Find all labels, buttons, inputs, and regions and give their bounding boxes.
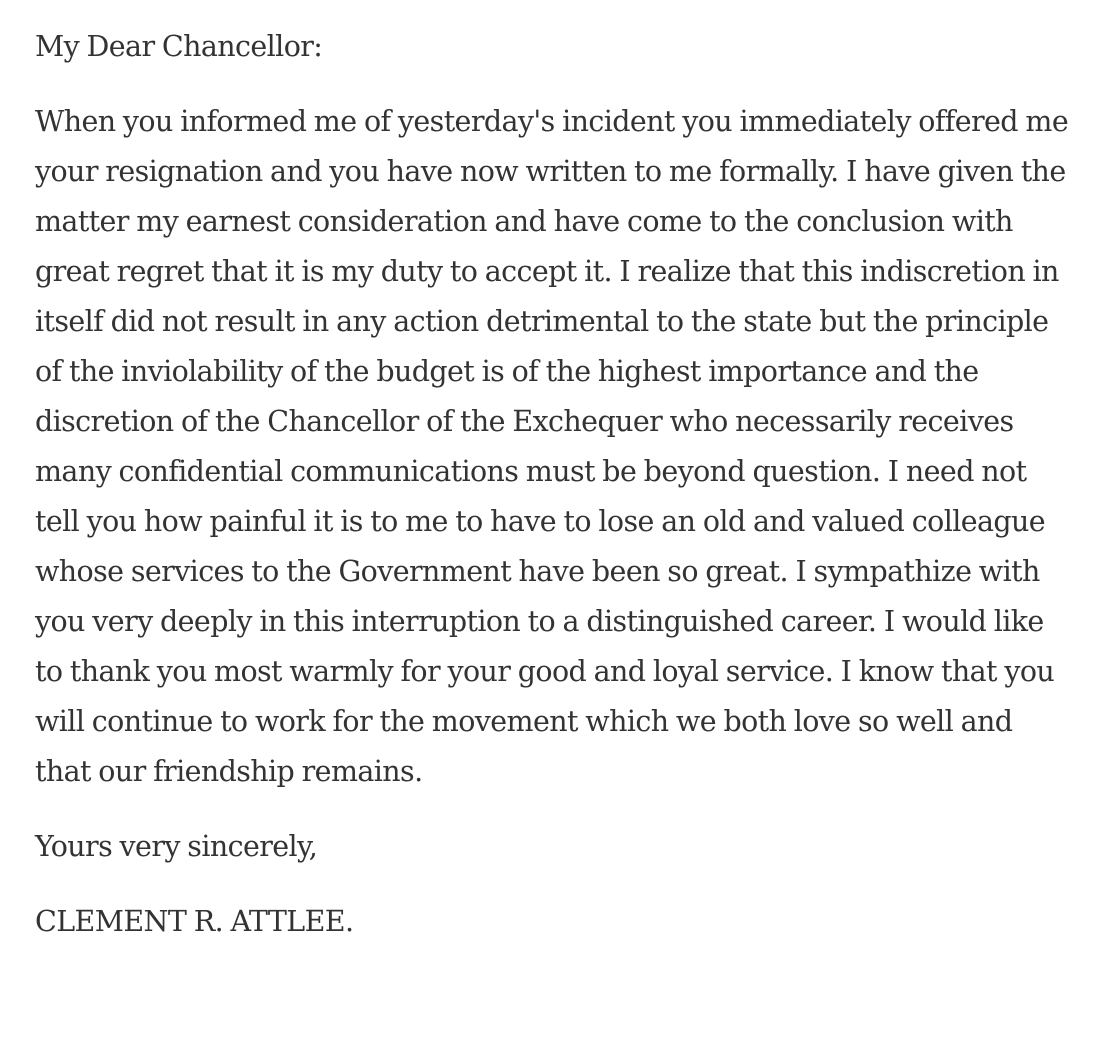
letter-closing: Yours very sincerely, (35, 830, 318, 863)
letter (35, 22, 1075, 947)
letter-body: When you informed me of yesterday's incident you immediately offered me your resignation and you have now written to me formally. I have given the matter my earnest consideration and have come to the conclusion with great regret that it is my duty to accept it. I realize that this indiscretion in itself did not result in any action detrimental to the state but the principle of the inviolability of the budget is of the highest importance and the discretion of the Chancellor of the Exchequer who necessarily receives many confidential communications must be beyond question. I need not tell you how painful it is to me to have to lose an old and valued colleague whose services to the Government have been so great. I sympathize with you very deeply in this interruption to a distinguished career. I would like to thank you most warmly for your good and loyal service. I know that you will continue to work for the movement which we both love so well and that our friendship remains. (35, 105, 1069, 788)
letter-salutation: My Dear Chancellor: (35, 30, 323, 63)
letter-signature: CLEMENT R. ATTLEE. (35, 905, 354, 938)
